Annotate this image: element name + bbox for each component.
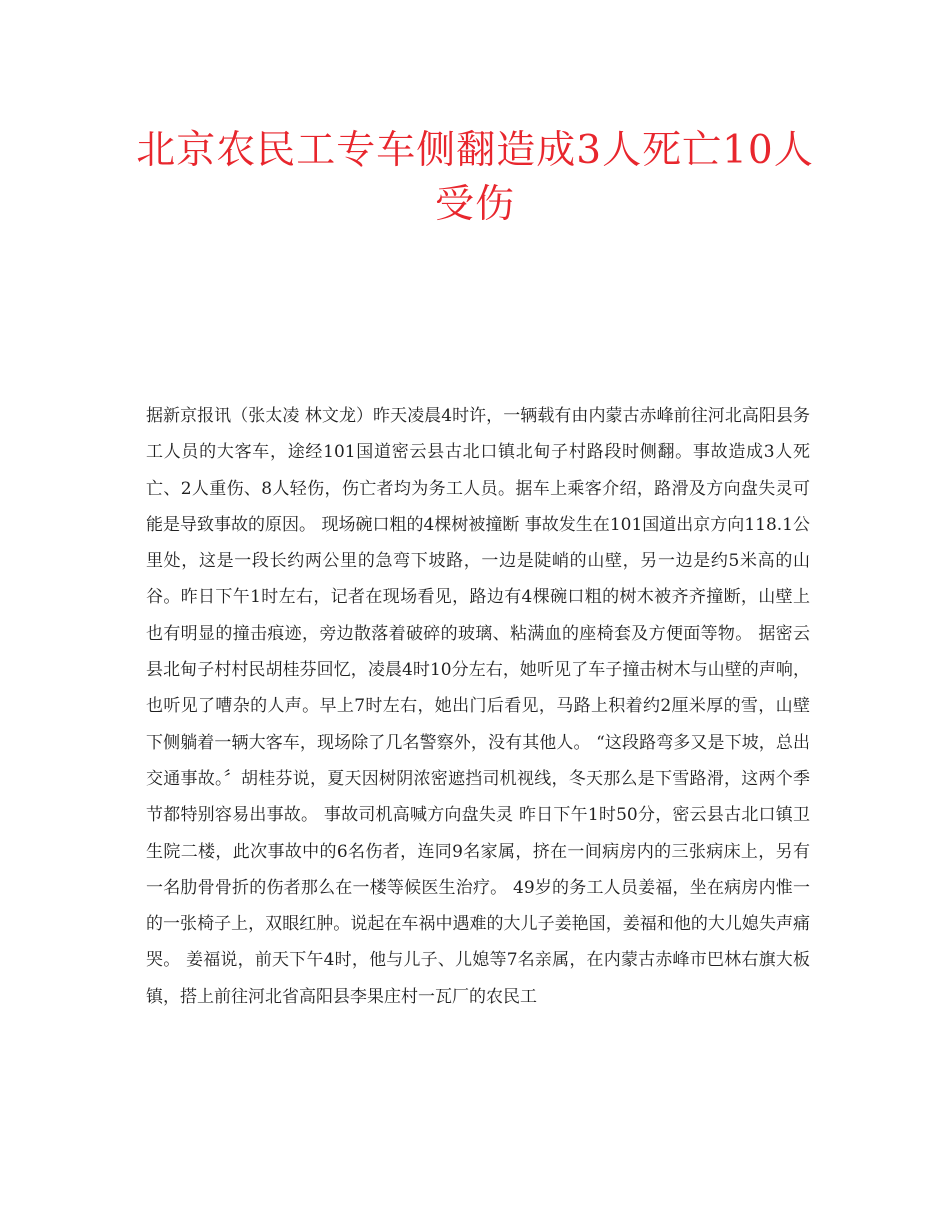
article-title: 北京农民工专车侧翻造成3人死亡10人受伤 [136, 128, 814, 227]
article-body: 据新京报讯（张太凌 林文龙）昨天凌晨4时许，一辆载有由内蒙古赤峰前往河北高阳县务工人员的大客车，途经101国道密云县古北口镇北甸子村路段时侧翻。事故造成3人死亡、2人重伤、8人轻伤，伤亡者均为务工人员。据车上乘客介绍，路滑及方向盘失灵可能是导致事故的原因。 现场碗口粗的4棵树被撞断 事故发生在101国道出京方向118.1公里处，这是一段长约两公里的急弯下坡路，一边是陡峭的山壁，另一边是约5米高的山谷。昨日下午1时左右，记者在现场看见，路边有4棵碗口粗的树木被齐齐撞断，山壁上也有明显的撞击痕迹，旁边散落着破碎的玻璃、粘满血的座椅套及方便面等物。 据密云县北甸子村村民胡桂芬回忆，凌晨4时10分左右，她听见了车子撞击树木与山壁的声响，也听见了嘈杂的人声。早上7时左右，她出门后看见，马路上积着约2厘米厚的雪，山壁下侧躺着一辆大客车，现场除了几名警察外，没有其他人。 “这段路弯多又是下坡，总出交通事故。〞胡桂芬说，夏天因树阴浓密遮挡司机视线，冬天那么是下雪路滑，这两个季节都特别容易出事故。 事故司机高喊方向盘失灵 昨日下午1时50分，密云县古北口镇卫生院二楼，此次事故中的6名伤者，连同9名家属，挤在一间病房内的三张病床上，另有一名肋骨骨折的伤者那么在一楼等候医生治疗。 49岁的务工人员姜福，坐在病房内惟一的一张椅子上，双眼红肿。说起在车祸中遇难的大儿子姜艳国，姜福和他的大儿媳失声痛哭。 姜福说，前天下午4时，他与儿子、儿媳等7名亲属，在内蒙古赤峰市巴林右旗大板镇，搭上前往河北省高阳县李果庄村一瓦厂的农民工 [146, 406, 810, 1007]
